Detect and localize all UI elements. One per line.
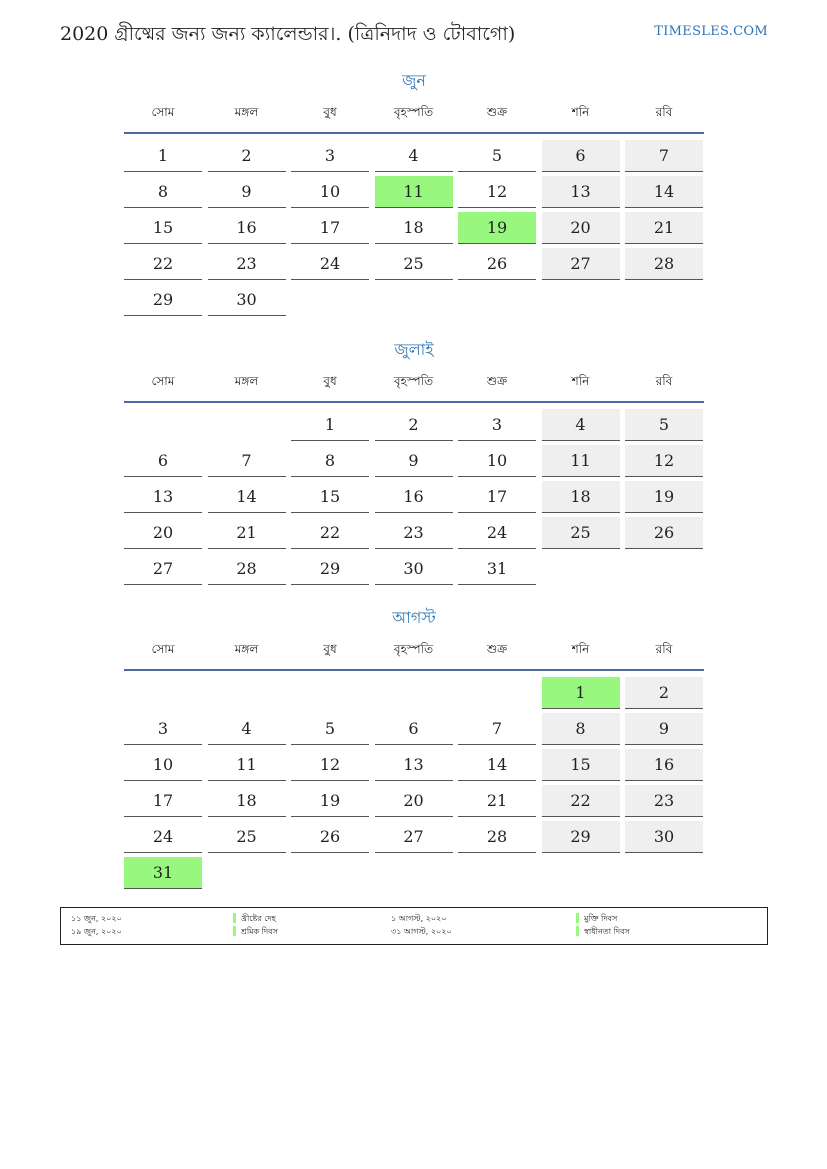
legend-marker-2 — [233, 926, 236, 936]
day-cell: 19 — [458, 212, 536, 244]
weekday-label: বৃহস্পতি — [393, 642, 434, 656]
day-cell: 9 — [208, 176, 286, 208]
weekday-label: শুক্র — [486, 642, 508, 656]
weekday-header — [124, 94, 704, 134]
weekday-label: বৃহস্পতি — [393, 105, 434, 119]
day-cell: 24 — [124, 821, 202, 853]
day-cell: 2 — [208, 140, 286, 172]
day-cell: 16 — [375, 481, 453, 513]
day-cell: 20 — [375, 785, 453, 817]
weekday-label: রবি — [655, 105, 673, 119]
day-cell: 20 — [542, 212, 620, 244]
day-cell: 23 — [375, 517, 453, 549]
day-cell: 5 — [625, 409, 703, 441]
day-cell: 7 — [458, 713, 536, 745]
day-cell: 6 — [542, 140, 620, 172]
legend-date-1: ১১ জুন, ২০২০ — [71, 914, 122, 923]
day-cell: 11 — [542, 445, 620, 477]
day-cell: 30 — [375, 553, 453, 585]
day-cell: 21 — [625, 212, 703, 244]
day-cell: 16 — [625, 749, 703, 781]
month-name: জুলাই — [394, 340, 434, 359]
day-cell: 3 — [291, 140, 369, 172]
day-cell: 19 — [291, 785, 369, 817]
legend-name-2: শ্রমিক দিবস — [241, 927, 278, 936]
day-cell: 24 — [291, 248, 369, 280]
day-cell: 3 — [124, 713, 202, 745]
weekday-label: শনি — [571, 374, 590, 388]
weekday-header — [124, 631, 704, 671]
weekday-label: শনি — [571, 105, 590, 119]
weekday-label: মঙ্গল — [234, 374, 259, 388]
holiday-legend — [60, 907, 768, 945]
legend-marker-1 — [233, 913, 236, 923]
day-cell: 23 — [625, 785, 703, 817]
day-cell: 28 — [625, 248, 703, 280]
day-cell: 13 — [375, 749, 453, 781]
weekday-label: সোম — [151, 642, 175, 656]
day-cell: 17 — [124, 785, 202, 817]
day-grid — [124, 134, 704, 314]
day-cell: 8 — [542, 713, 620, 745]
day-cell: 1 — [542, 677, 620, 709]
day-cell: 29 — [124, 284, 202, 316]
page-title: 2020 গ্রীষ্মের জন্য জন্য ক্যালেন্ডার।. (ত্রিনিদাদ ও টোবাগো) — [60, 23, 516, 45]
weekday-label: শুক্র — [486, 105, 508, 119]
day-cell: 12 — [458, 176, 536, 208]
day-cell: 29 — [291, 553, 369, 585]
weekday-label: বুধ — [323, 642, 337, 656]
day-cell: 2 — [375, 409, 453, 441]
day-grid — [124, 403, 704, 583]
weekday-label: বুধ — [323, 105, 337, 119]
day-cell: 9 — [625, 713, 703, 745]
legend-name-4: স্বাধীনতা দিবস — [584, 927, 630, 936]
day-cell: 3 — [458, 409, 536, 441]
weekday-label: মঙ্গল — [234, 642, 259, 656]
day-cell: 13 — [124, 481, 202, 513]
month-block — [124, 337, 704, 583]
day-cell: 31 — [458, 553, 536, 585]
day-cell: 22 — [124, 248, 202, 280]
day-cell: 21 — [458, 785, 536, 817]
day-cell: 14 — [458, 749, 536, 781]
day-cell: 19 — [625, 481, 703, 513]
day-cell: 4 — [375, 140, 453, 172]
weekday-label: শনি — [571, 642, 590, 656]
legend-date-2: ১৯ জুন, ২০২০ — [71, 927, 122, 936]
page-header — [60, 18, 768, 46]
legend-marker-3 — [576, 913, 579, 923]
day-cell: 25 — [375, 248, 453, 280]
weekday-label: রবি — [655, 642, 673, 656]
day-cell: 28 — [458, 821, 536, 853]
weekday-label: রবি — [655, 374, 673, 388]
day-cell: 26 — [625, 517, 703, 549]
legend-date-3: ১ আগস্ট, ২০২০ — [391, 914, 447, 923]
day-cell: 12 — [291, 749, 369, 781]
month-name: আগস্ট — [392, 608, 436, 627]
day-cell: 21 — [208, 517, 286, 549]
day-cell: 22 — [291, 517, 369, 549]
day-cell: 17 — [458, 481, 536, 513]
day-cell: 22 — [542, 785, 620, 817]
day-cell: 25 — [208, 821, 286, 853]
day-cell: 27 — [124, 553, 202, 585]
weekday-label: সোম — [151, 374, 175, 388]
day-cell: 11 — [208, 749, 286, 781]
legend-name-3: মুক্তি দিবস — [584, 914, 618, 923]
legend-date-4: ৩১ আগস্ট, ২০২০ — [391, 927, 452, 936]
day-cell: 18 — [208, 785, 286, 817]
day-cell: 10 — [458, 445, 536, 477]
day-cell: 15 — [291, 481, 369, 513]
day-cell: 7 — [625, 140, 703, 172]
weekday-label: শুক্র — [486, 374, 508, 388]
day-cell: 15 — [124, 212, 202, 244]
weekday-label: বৃহস্পতি — [393, 374, 434, 388]
day-cell: 1 — [291, 409, 369, 441]
day-cell: 30 — [625, 821, 703, 853]
day-cell: 4 — [208, 713, 286, 745]
day-cell: 25 — [542, 517, 620, 549]
weekday-header — [124, 363, 704, 403]
day-cell: 7 — [208, 445, 286, 477]
day-cell: 11 — [375, 176, 453, 208]
day-cell: 4 — [542, 409, 620, 441]
day-grid — [124, 671, 704, 882]
month-block — [124, 605, 704, 882]
day-cell: 10 — [124, 749, 202, 781]
day-cell: 14 — [208, 481, 286, 513]
day-cell: 8 — [291, 445, 369, 477]
day-cell: 12 — [625, 445, 703, 477]
day-cell: 6 — [124, 445, 202, 477]
weekday-label: বুধ — [323, 374, 337, 388]
weekday-label: সোম — [151, 105, 175, 119]
day-cell: 16 — [208, 212, 286, 244]
day-cell: 20 — [124, 517, 202, 549]
day-cell: 17 — [291, 212, 369, 244]
day-cell: 5 — [458, 140, 536, 172]
site-name[interactable]: TIMESLES.COM — [654, 24, 768, 39]
day-cell: 18 — [375, 212, 453, 244]
day-cell: 13 — [542, 176, 620, 208]
day-cell: 27 — [375, 821, 453, 853]
legend-name-1: খ্রীষ্টের দেহ — [241, 914, 276, 923]
day-cell: 28 — [208, 553, 286, 585]
month-name: জুন — [402, 71, 426, 90]
day-cell: 24 — [458, 517, 536, 549]
month-block — [124, 68, 704, 314]
day-cell: 27 — [542, 248, 620, 280]
day-cell: 10 — [291, 176, 369, 208]
day-cell: 15 — [542, 749, 620, 781]
day-cell: 30 — [208, 284, 286, 316]
weekday-label: মঙ্গল — [234, 105, 259, 119]
day-cell: 2 — [625, 677, 703, 709]
day-cell: 31 — [124, 857, 202, 889]
day-cell: 26 — [458, 248, 536, 280]
legend-marker-4 — [576, 926, 579, 936]
day-cell: 6 — [375, 713, 453, 745]
day-cell: 18 — [542, 481, 620, 513]
day-cell: 26 — [291, 821, 369, 853]
day-cell: 5 — [291, 713, 369, 745]
day-cell: 23 — [208, 248, 286, 280]
day-cell: 1 — [124, 140, 202, 172]
day-cell: 29 — [542, 821, 620, 853]
day-cell: 9 — [375, 445, 453, 477]
day-cell: 8 — [124, 176, 202, 208]
day-cell: 14 — [625, 176, 703, 208]
